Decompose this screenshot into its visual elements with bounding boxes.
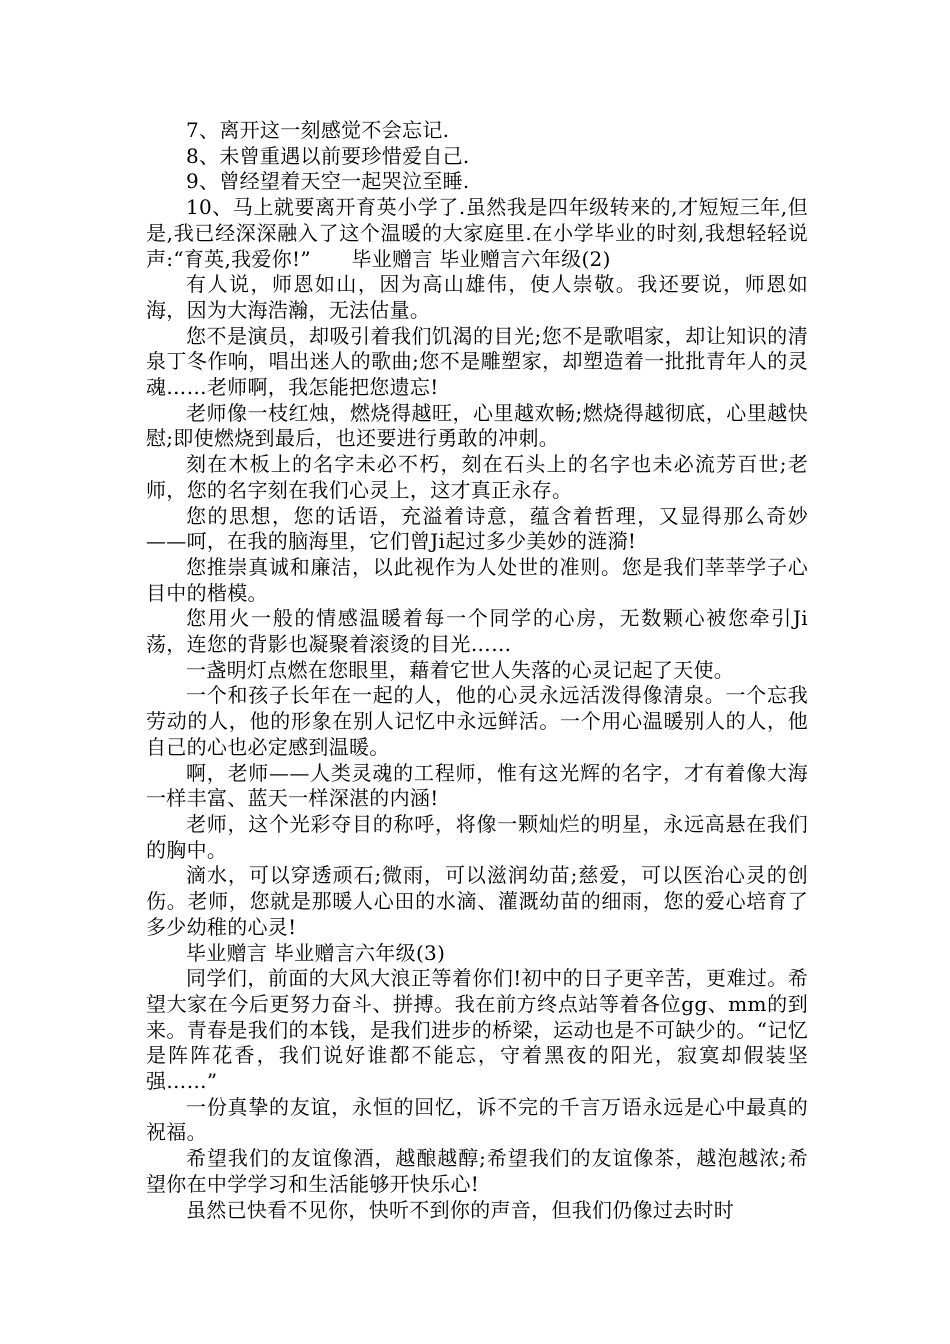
paragraph: 您用火一般的情感温暖着每一个同学的心房，无数颗心被您牵引Ji荡，连您的背影也凝聚着滚烫的目光…… — [146, 606, 808, 657]
paragraph: 虽然已快看不见你，快听不到你的声音，但我们仍像过去时时 — [186, 1197, 735, 1222]
paragraph: 啊，老师——人类灵魂的工程师，惟有这光辉的名字，才有着像大海一样丰富、蓝天一样深湛的内涵! — [146, 760, 808, 811]
paragraph: 9、曾经望着天空一起哭泣至睡. — [186, 169, 470, 194]
paragraph: 老师像一枝红烛，燃烧得越旺，心里越欢畅;燃烧得越彻底，心里越快慰;即使燃烧到最后，也还要进行勇敢的冲刺。 — [146, 400, 808, 451]
paragraph: 8、未曾重遇以前要珍惜爱自己. — [186, 143, 470, 168]
paragraph: 10、马上就要离开育英小学了.虽然我是四年级转来的,才短短三年,但是,我已经深深融入了这个温暖的大家庭里.在小学毕业的时刻,我想轻轻说声:“育英,我爱你!” 毕业赠言 毕业赠言六年级(2) — [146, 195, 808, 271]
paragraph: 希望我们的友谊像酒，越酿越醇;希望我们的友谊像茶，越泡越浓;希望你在中学学习和生活能够开快乐心! — [146, 1146, 808, 1196]
paragraph: 一份真挚的友谊，永恒的回忆，诉不完的千言万语永远是心中最真的祝福。 — [146, 1094, 808, 1145]
paragraph: 7、离开这一刻感觉不会忘记. — [186, 118, 450, 142]
document-body — [146, 118, 808, 1223]
paragraph: 一盏明灯点燃在您眼里，藉着它世人失落的心灵记起了天使。 — [186, 657, 735, 682]
paragraph: 有人说，师恩如山，因为高山雄伟，使人崇敬。我还要说，师恩如海，因为大海浩瀚，无法估量。 — [146, 272, 808, 322]
paragraph: 同学们，前面的大风大浪正等着你们!初中的日子更辛苦，更难过。希望大家在今后更努力奋斗、拼搏。我在前方终点站等着各位gg、mm的到来。青春是我们的本钱，是我们进步的桥梁，运动也是不可缺少的。“记忆是阵阵花香，我们说好谁都不能忘，守着黑夜的阳光，寂寞却假装坚强……” — [146, 966, 808, 1094]
section-heading: 毕业赠言 毕业赠言六年级(3) — [186, 940, 446, 965]
paragraph: 一个和孩子长年在一起的人，他的心灵永远活泼得像清泉。一个忘我劳动的人，他的形象在别人记忆中永远鲜活。一个用心温暖别人的人，他自己的心也必定感到温暖。 — [146, 683, 808, 759]
paragraph: 您不是演员，却吸引着我们饥渴的目光;您不是歌唱家，却让知识的清泉丁冬作响，唱出迷人的歌曲;您不是雕塑家，却塑造着一批批青年人的灵魂……老师啊，我怎能把您遗忘! — [146, 323, 808, 400]
paragraph: 刻在木板上的名字未必不朽，刻在石头上的名字也未必流芳百世;老师，您的名字刻在我们心灵上，这才真正永存。 — [146, 452, 808, 502]
paragraph: 您推崇真诚和廉洁，以此视作为人处世的准则。您是我们莘莘学子心目中的楷模。 — [146, 554, 808, 605]
paragraph: 您的思想，您的话语，充溢着诗意，蕴含着哲理，又显得那么奇妙——呵，在我的脑海里，它们曾Ji起过多少美妙的涟漪! — [146, 503, 808, 554]
paragraph: 老师，这个光彩夺目的称呼，将像一颗灿烂的明星，永远高悬在我们的胸中。 — [146, 811, 808, 862]
paragraph: 滴水，可以穿透顽石;微雨，可以滋润幼苗;慈爱，可以医治心灵的创伤。老师，您就是那暖人心田的水滴、灌溉幼苗的细雨，您的爱心培育了多少幼稚的心灵! — [146, 863, 808, 939]
